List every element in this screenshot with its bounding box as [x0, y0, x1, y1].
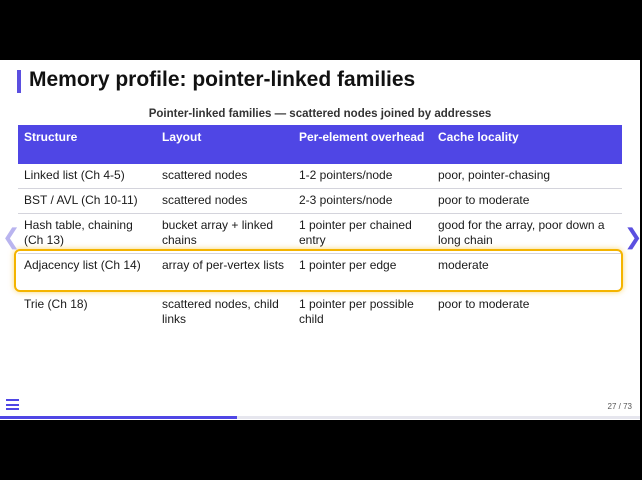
table-row-highlighted — [18, 254, 622, 294]
cell-overhead: 2-3 pointers/node — [293, 189, 432, 214]
chevron-right-icon[interactable]: ❯ — [624, 224, 642, 249]
cell-layout: scattered nodes — [156, 189, 293, 214]
cell-overhead: 1-2 pointers/node — [293, 164, 432, 189]
header-layout: Layout — [156, 125, 293, 164]
cell-layout: scattered nodes — [156, 164, 293, 189]
slide — [0, 60, 640, 420]
header-overhead: Per-element overhead — [293, 125, 432, 164]
hamburger-menu-icon[interactable] — [6, 399, 19, 410]
cell-overhead: 1 pointer per possible child — [299, 297, 414, 326]
cell-layout: bucket array + linked chains — [156, 214, 293, 254]
title-accent-bar — [17, 70, 21, 93]
cell-structure: Adjacency list (Ch 14) — [24, 258, 141, 272]
header-structure: Structure — [18, 125, 156, 164]
table-header-row — [18, 125, 622, 164]
slide-title: Memory profile: pointer-linked families — [29, 68, 416, 91]
cell-layout: scattered nodes, child links — [162, 297, 279, 326]
progress-bar — [0, 416, 640, 419]
cell-layout: array of per-vertex lists — [162, 258, 285, 272]
cell-structure: Linked list (Ch 4-5) — [18, 164, 156, 189]
cell-cache-locality: poor, pointer-chasing — [432, 164, 622, 189]
cell-cache-locality: poor to moderate — [432, 189, 622, 214]
cell-cache-locality: good for the array, poor down a long chain — [432, 214, 622, 254]
cell-structure: Hash table, chaining (Ch 13) — [18, 214, 156, 254]
cell-cache-locality: poor to moderate — [438, 297, 530, 311]
progress-bar-fill — [0, 416, 237, 419]
table-row — [18, 293, 622, 332]
cell-structure: BST / AVL (Ch 10-11) — [18, 189, 156, 214]
cell-structure: Trie (Ch 18) — [24, 297, 88, 311]
comparison-table — [18, 125, 622, 332]
table-row — [18, 164, 622, 189]
cell-overhead: 1 pointer per edge — [299, 258, 397, 272]
table-row — [18, 189, 622, 214]
cell-cache-locality: moderate — [438, 258, 489, 272]
page-number: 27 / 73 — [607, 402, 632, 411]
table-row — [18, 214, 622, 254]
cell-overhead: 1 pointer per chained entry — [293, 214, 432, 254]
chevron-left-icon[interactable]: ❮ — [2, 224, 21, 249]
table-caption: Pointer-linked families — scattered nodes joined by addresses — [148, 108, 492, 120]
header-cache-locality: Cache locality — [432, 125, 622, 164]
